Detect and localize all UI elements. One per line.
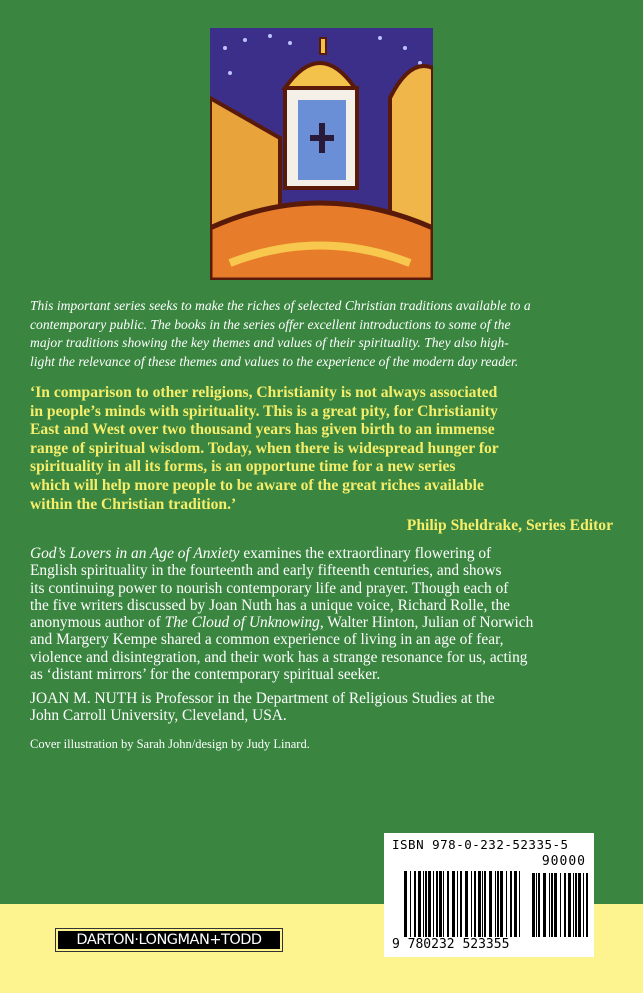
barcode-bar bbox=[471, 871, 472, 937]
barcode-bar bbox=[474, 871, 476, 937]
cover-illustration bbox=[210, 28, 433, 280]
text-line: This important series seeks to make the riches of selected Christian traditions available to a bbox=[30, 298, 531, 313]
text-line: examines the extraordinary flowering of bbox=[239, 545, 492, 562]
text-line: East and West over two thousand years has given birth to an immense bbox=[30, 421, 495, 439]
text-line: which will help more people to be aware of the great riches available bbox=[30, 476, 484, 494]
series-description bbox=[30, 297, 630, 371]
barcode-bar bbox=[578, 873, 581, 937]
cited-title: The Cloud of Unknowing bbox=[164, 614, 320, 632]
barcode-bar bbox=[410, 871, 411, 937]
text-line: anonymous author of bbox=[30, 614, 165, 632]
barcode-bar bbox=[583, 873, 584, 937]
text-line: light the relevance of these themes and values to the experience of the modern day reader. bbox=[30, 353, 519, 369]
barcode-bar bbox=[519, 871, 520, 937]
barcode-bar bbox=[428, 871, 431, 937]
barcode-bar bbox=[573, 873, 574, 937]
addon-bars bbox=[532, 873, 588, 937]
barcode-bar bbox=[414, 871, 416, 937]
barcode-bar bbox=[404, 871, 407, 937]
book-title: God’s Lovers in an Age of Anxiety bbox=[30, 545, 240, 562]
text-line: , Walter Hinton, Julian of Norwich bbox=[319, 614, 534, 632]
barcode-bar bbox=[510, 871, 512, 937]
barcode-bar bbox=[460, 871, 462, 937]
text-line: JOAN M. NUTH is Professor in the Department of Religious Studies at the bbox=[30, 690, 495, 707]
text-line: contemporary public. The books in the series offer excellent introductions to some of the bbox=[30, 316, 511, 332]
text-line: and Margery Kempe shared a common experience of living in an age of fear, bbox=[30, 631, 504, 649]
text-line: spirituality in all its forms, is an opportune time for a new series bbox=[30, 458, 456, 476]
text-line: violence and disintegration, and their work has a strange resonance for us, acting bbox=[30, 648, 528, 666]
text-line: the five writers discussed by Joan Nuth has a unique voice, Richard Rolle, the bbox=[30, 596, 510, 614]
barcode-bar bbox=[465, 871, 468, 937]
text-line: ‘In comparison to other religions, Christianity is not always associated bbox=[30, 384, 498, 401]
barcode-bar bbox=[489, 871, 492, 937]
barcode-bar bbox=[506, 871, 507, 937]
price-addon-text: 90000 bbox=[541, 854, 586, 869]
barcode-bar bbox=[514, 871, 517, 937]
text-line: as ‘distant mirrors’ for the contemporary spiritual seeker. bbox=[30, 666, 381, 684]
text-line: English spirituality in the fourteenth and early fifteenth centuries, and shows bbox=[30, 562, 502, 580]
barcode-bar bbox=[436, 871, 438, 937]
ean-digits: 9 780232 523355 bbox=[392, 937, 510, 952]
barcode-bar bbox=[433, 871, 434, 937]
isbn-barcode bbox=[384, 833, 594, 957]
barcode-bar bbox=[532, 873, 535, 937]
barcode-bar bbox=[497, 871, 499, 937]
barcode-bar bbox=[568, 873, 571, 937]
text-line: in people’s minds with spirituality. This is a great pity, for Christianity bbox=[30, 402, 498, 420]
barcode-bar bbox=[439, 871, 442, 937]
text-line: John Carroll University, Cleveland, USA. bbox=[30, 707, 287, 725]
text-line: within the Christian tradition.’ bbox=[30, 495, 237, 513]
author-bio bbox=[30, 690, 630, 725]
barcode-bar bbox=[482, 871, 483, 937]
barcode-bar bbox=[575, 873, 577, 937]
barcode-bar bbox=[447, 871, 449, 937]
barcode-bar bbox=[549, 873, 550, 937]
barcode-bar bbox=[457, 871, 458, 937]
barcode-bar bbox=[452, 871, 455, 937]
quote-attribution: Philip Sheldrake, Series Editor bbox=[406, 517, 613, 534]
barcode-bar bbox=[564, 873, 566, 937]
isbn-text: ISBN 978-0-232-52335-5 bbox=[392, 837, 569, 852]
publisher-logo: DARTON·LONGMAN+TODD bbox=[56, 929, 282, 951]
editor-quote bbox=[30, 384, 630, 514]
barcode-bar bbox=[484, 871, 486, 937]
barcode-bar bbox=[538, 873, 540, 937]
barcode-bar bbox=[478, 871, 481, 937]
barcode-bar bbox=[423, 871, 424, 937]
barcode-bar bbox=[425, 871, 427, 937]
barcode-bar bbox=[586, 873, 588, 937]
text-line: its continuing power to nourish contemporary life and prayer. Though each of bbox=[30, 579, 509, 597]
text-line: major traditions showing the key themes and values of their spirituality. They also high- bbox=[30, 335, 509, 350]
barcode-bar bbox=[560, 873, 561, 937]
barcode-bar bbox=[536, 873, 537, 937]
text-line: range of spiritual wisdom. Today, when there is widespread hunger for bbox=[30, 439, 499, 457]
barcode-bar bbox=[551, 873, 553, 937]
barcode-bar bbox=[543, 873, 546, 937]
ean-bars bbox=[404, 871, 520, 937]
barcode-bar bbox=[554, 873, 557, 937]
barcode-bar bbox=[418, 871, 421, 937]
barcode-bar bbox=[495, 871, 496, 937]
book-description bbox=[30, 545, 630, 683]
cover-credit: Cover illustration by Sarah John/design by Judy Linard. bbox=[30, 737, 310, 751]
barcode-bar bbox=[443, 871, 444, 937]
barcode-bar bbox=[500, 871, 503, 937]
